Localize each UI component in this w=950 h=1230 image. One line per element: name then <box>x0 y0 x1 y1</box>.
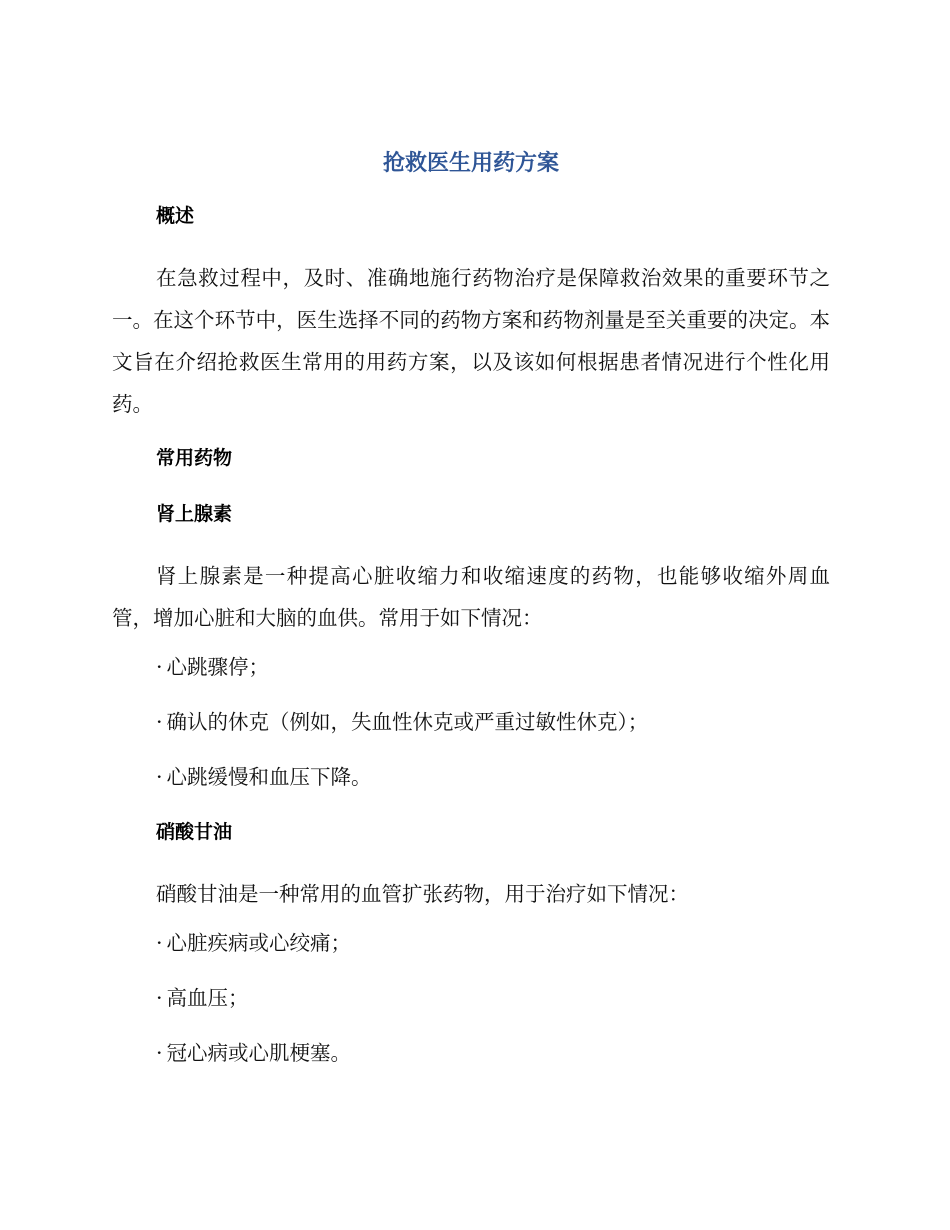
list-item <box>112 707 830 737</box>
bullet-dot: · <box>156 765 163 789</box>
list-item-text: 心脏疾病或心绞痛； <box>166 931 352 955</box>
bullet-dot: · <box>156 986 163 1010</box>
list-item-text: 确认的休克（例如，失血性休克或严重过敏性休克）； <box>166 710 649 734</box>
nitroglycerin-paragraph: 硝酸甘油是一种常用的血管扩张药物，用于治疗如下情况： <box>156 882 689 906</box>
bullet-dot: · <box>156 710 163 734</box>
document-title: 抢救医生用药方案 <box>382 151 559 176</box>
list-item-text: 冠心病或心肌梗塞。 <box>166 1041 352 1065</box>
section-heading-common-drugs: 常用药物 <box>156 447 233 469</box>
list-item <box>112 762 830 792</box>
list-item-text: 高血压； <box>166 986 249 1010</box>
bullet-dot: · <box>156 931 163 955</box>
document-body <box>112 146 830 1093</box>
bullet-dot: · <box>156 1041 163 1065</box>
list-item <box>112 652 830 682</box>
section-heading-epinephrine: 肾上腺素 <box>156 503 233 525</box>
section-heading-overview: 概述 <box>156 205 195 227</box>
epinephrine-paragraph: 肾上腺素是一种提高心脏收缩力和收缩速度的药物，也能够收缩外周血管，增加心脏和大脑的血供。常用于如下情况： <box>112 564 830 630</box>
bullet-dot: · <box>156 655 163 679</box>
overview-paragraph: 在急救过程中，及时、准确地施行药物治疗是保障救治效果的重要环节之一。在这个环节中，医生选择不同的药物方案和药物剂量是至关重要的决定。本文旨在介绍抢救医生常用的用药方案，以及该如何根据患者情况进行个性化用药。 <box>112 266 830 416</box>
section-heading-nitroglycerin: 硝酸甘油 <box>156 821 233 843</box>
list-item-text: 心跳缓慢和血压下降。 <box>166 765 372 789</box>
list-item-text: 心跳骤停； <box>166 655 270 679</box>
list-item <box>112 1038 830 1068</box>
list-item <box>112 928 830 958</box>
list-item <box>112 983 830 1013</box>
